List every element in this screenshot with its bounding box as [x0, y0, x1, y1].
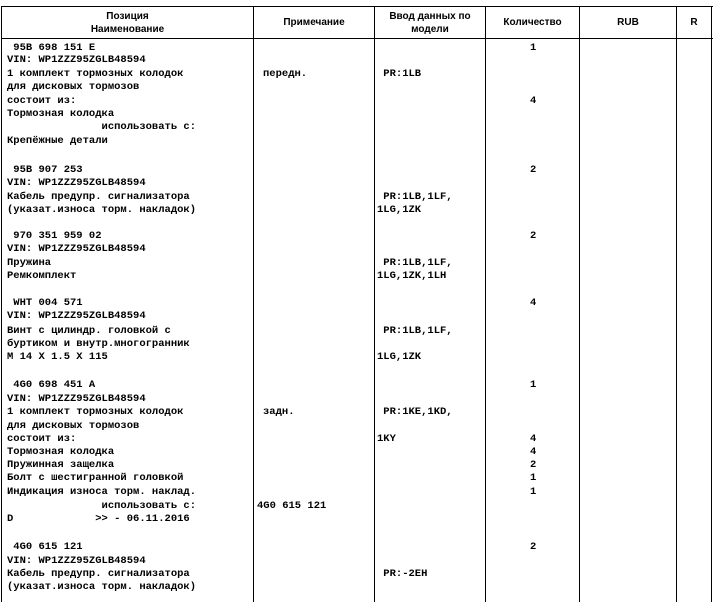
quantity: 2: [530, 541, 537, 553]
description-line: Пружина: [7, 257, 52, 269]
description-line: состоит из:: [7, 95, 77, 107]
quantity: 4: [530, 297, 537, 309]
header-qty: Количество: [503, 17, 562, 28]
quantity: 1: [530, 472, 537, 484]
header-rub: RUB: [617, 17, 639, 28]
description-line: состоит из:: [7, 433, 77, 445]
col-border: [253, 6, 254, 602]
description-line: Тормозная колодка: [7, 108, 115, 120]
quantity: 4: [530, 433, 537, 445]
part-number: 95B 907 253: [7, 164, 83, 176]
description-line: Болт с шестигранной головкой: [7, 472, 184, 484]
description-line: M 14 X 1.5 X 115: [7, 351, 108, 363]
description-line: Винт с цилиндр. головкой с: [7, 325, 171, 337]
quantity: 4: [530, 95, 537, 107]
part-number: WHT 004 571: [7, 297, 83, 309]
model-data: PR:-2EH: [377, 568, 428, 580]
model-data: 1KY: [377, 433, 396, 445]
description-line: 1 комплект тормозных колодок: [7, 68, 184, 80]
description-line: (указат.износа торм. накладок): [7, 581, 197, 593]
part-number: 4G0 698 451 A: [7, 379, 96, 391]
quantity: 4: [530, 446, 537, 458]
header-position: Позиция Наименование: [90, 10, 165, 35]
header-model: Ввод данных по модели: [389, 10, 471, 35]
quantity: 1: [530, 486, 537, 498]
part-number: 4G0 615 121: [7, 541, 83, 553]
description-line: D >> - 06.11.2016: [7, 513, 190, 525]
note: 4G0 615 121: [257, 500, 327, 512]
note: задн.: [263, 406, 295, 418]
description-line: Кабель предупр. сигнализатора: [7, 191, 190, 203]
quantity: 2: [530, 230, 537, 242]
model-data: 1LG,1ZK: [377, 351, 422, 363]
col-border: [676, 6, 677, 602]
quantity: 1: [530, 379, 537, 391]
col-border: [579, 6, 580, 602]
description-line: Индикация износа торм. наклад.: [7, 486, 197, 498]
vin: VIN: WP1ZZZ95ZGLB48594: [7, 177, 146, 189]
description-line: Ремкомплект: [7, 270, 77, 282]
vin: VIN: WP1ZZZ95ZGLB48594: [7, 54, 146, 66]
quantity: 1: [530, 42, 537, 54]
model-data: 1LG,1ZK: [377, 204, 422, 216]
description-line: использовать с:: [7, 500, 197, 512]
col-border: [711, 6, 712, 602]
part-number: 970 351 959 02: [7, 230, 102, 242]
description-line: Пружинная защелка: [7, 459, 115, 471]
description-line: использовать с:: [7, 121, 197, 133]
quantity: 2: [530, 459, 537, 471]
col-border: [485, 6, 486, 602]
part-number: 95B 698 151 E: [7, 42, 96, 54]
description-line: Тормозная колодка: [7, 446, 115, 458]
note: передн.: [263, 68, 308, 80]
model-data: PR:1KE,1KD,: [377, 406, 453, 418]
model-data: 1LG,1ZK,1LH: [377, 270, 447, 282]
description-line: для дисковых тормозов: [7, 81, 140, 93]
description-line: буртиком и внутр.многогранник: [7, 338, 190, 350]
col-border: [374, 6, 375, 602]
header-note: Примечание: [283, 17, 345, 28]
vin: VIN: WP1ZZZ95ZGLB48594: [7, 393, 146, 405]
model-data: PR:1LB,1LF,: [377, 257, 453, 269]
model-data: PR:1LB: [377, 68, 422, 80]
vin: VIN: WP1ZZZ95ZGLB48594: [7, 555, 146, 567]
vin: VIN: WP1ZZZ95ZGLB48594: [7, 243, 146, 255]
description-line: Кабель предупр. сигнализатора: [7, 568, 190, 580]
description-line: Крепёжные детали: [7, 135, 108, 147]
description-line: 1 комплект тормозных колодок: [7, 406, 184, 418]
description-line: (указат.износа торм. накладок): [7, 204, 197, 216]
model-data: PR:1LB,1LF,: [377, 325, 453, 337]
header-r: R: [690, 17, 698, 28]
col-border: [1, 6, 2, 602]
header-bottom-border: [1, 38, 713, 39]
vin: VIN: WP1ZZZ95ZGLB48594: [7, 310, 146, 322]
model-data: PR:1LB,1LF,: [377, 191, 453, 203]
quantity: 2: [530, 164, 537, 176]
description-line: для дисковых тормозов: [7, 420, 140, 432]
